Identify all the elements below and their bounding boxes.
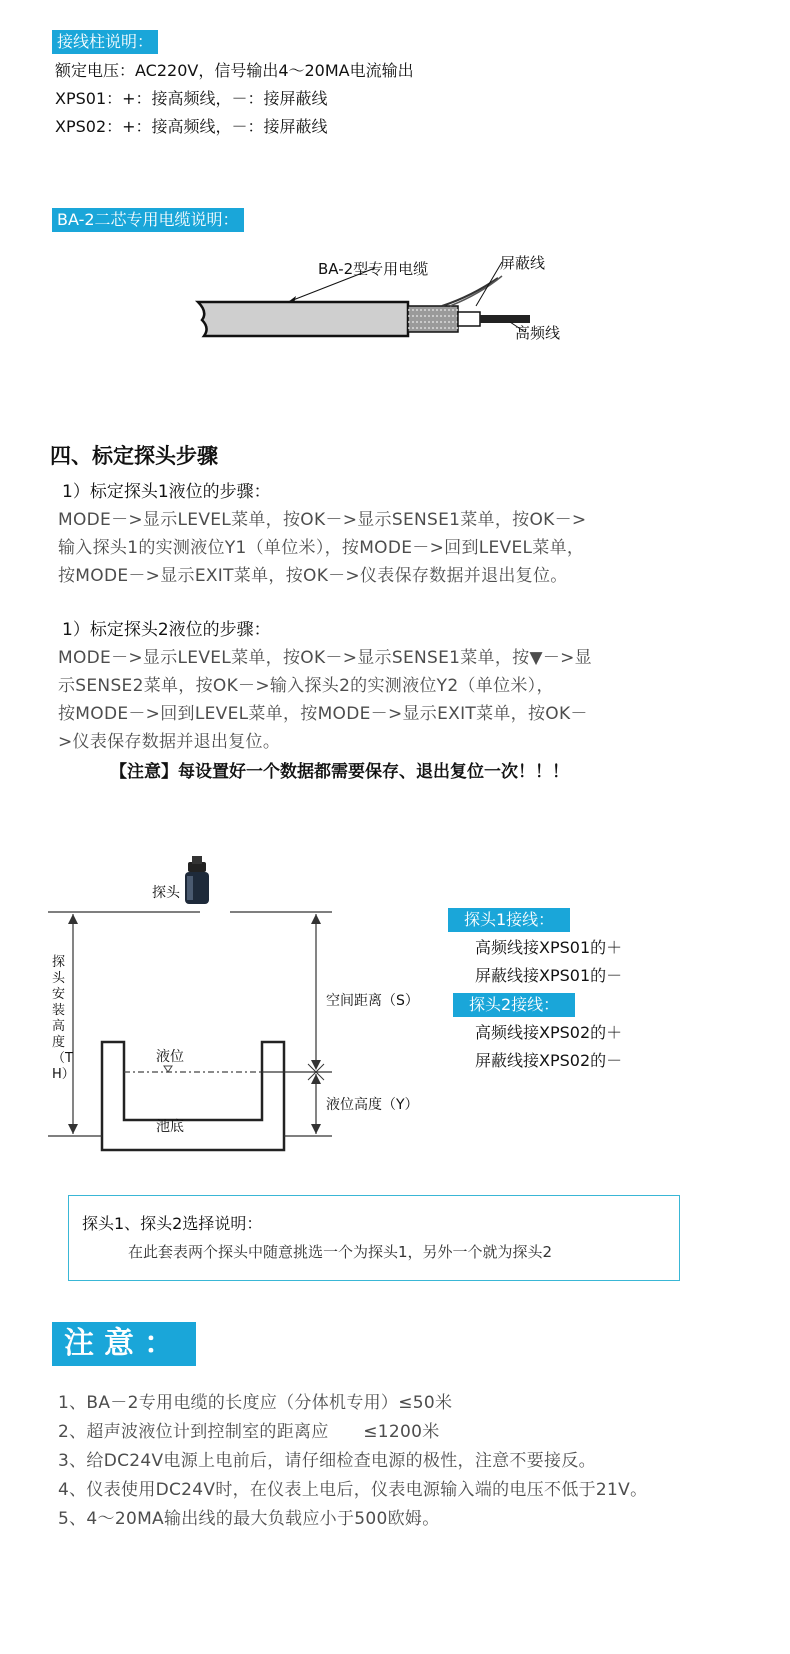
diagram-space-distance-label: 空间距离（S） — [326, 993, 419, 1009]
probe2-wiring-shield: 屏蔽线接XPS02的－ — [475, 1051, 623, 1070]
probe1-step-line-3: 按MODE－>显示EXIT菜单，按OK－>仪表保存数据并退出复位。 — [58, 566, 568, 586]
terminal-section-title: 接线柱说明： — [52, 30, 158, 54]
terminal-line-xps02: XPS02：+：接高频线，－：接屏蔽线 — [55, 117, 328, 136]
attention-item-3: 3、给DC24V电源上电前后，请仔细检查电源的极性，注意不要接反。 — [58, 1451, 596, 1471]
probe1-steps-title: 1）标定探头1液位的步骤： — [62, 482, 271, 502]
probe1-wiring-title: 探头1接线： — [448, 908, 570, 932]
diagram-level-label: 液位 — [156, 1049, 184, 1065]
attention-title: 注意： — [52, 1322, 196, 1366]
cable-label-cable: BA-2型专用电缆 — [318, 260, 429, 278]
probe1-wiring-hf: 高频线接XPS01的＋ — [475, 938, 623, 957]
attention-item-1: 1、BA－2专用电缆的长度应（分体机专用）≤50米 — [58, 1393, 453, 1413]
probe1-step-line-1: MODE－>显示LEVEL菜单，按OK－>显示SENSE1菜单，按OK－> — [58, 510, 587, 530]
probe2-step-line-1: MODE－>显示LEVEL菜单，按OK－>显示SENSE1菜单，按▼－>显 — [58, 648, 592, 668]
steps-heading: 四、标定探头步骤 — [50, 444, 218, 468]
probe2-steps-title: 1）标定探头2液位的步骤： — [62, 620, 271, 640]
tank-diagram — [40, 850, 420, 1170]
cable-section-title: BA-2二芯专用电缆说明： — [52, 208, 244, 232]
probe2-step-line-4: >仪表保存数据并退出复位。 — [58, 732, 281, 752]
attention-item-4: 4、仪表使用DC24V时，在仪表上电后，仪表电源输入端的电压不低于21V。 — [58, 1480, 648, 1500]
probe-device-icon — [185, 856, 209, 904]
probe-select-note-title: 探头1、探头2选择说明： — [82, 1214, 263, 1233]
cable-label-shield: 屏蔽线 — [500, 254, 546, 272]
diagram-install-height-label: 探头安装高度（TH） — [52, 955, 75, 1082]
probe2-wiring-title: 探头2接线： — [453, 993, 575, 1017]
cable-label-hf: 高频线 — [515, 324, 561, 342]
attention-item-5: 5、4～20MA输出线的最大负载应小于500欧姆。 — [58, 1509, 440, 1529]
steps-note: 【注意】每设置好一个数据都需要保存、退出复位一次！！！ — [110, 762, 569, 782]
probe2-step-line-3: 按MODE－>回到LEVEL菜单，按MODE－>显示EXIT菜单，按OK－ — [58, 704, 588, 724]
diagram-bottom-label: 池底 — [156, 1119, 184, 1135]
attention-item-2: 2、超声波液位计到控制室的距离应 ≤1200米 — [58, 1422, 440, 1442]
cable-jacket — [198, 302, 408, 336]
probe2-wiring-hf: 高频线接XPS02的＋ — [475, 1023, 623, 1042]
diagram-level-height-label: 液位高度（Y） — [326, 1097, 419, 1113]
terminal-line-voltage: 额定电压：AC220V，信号输出4～20MA电流输出 — [55, 61, 414, 80]
probe1-step-line-2: 输入探头1的实测液位Y1（单位米），按MODE－>回到LEVEL菜单， — [58, 538, 585, 558]
probe-select-note-body: 在此套表两个探头中随意挑选一个为探头1，另外一个就为探头2 — [128, 1243, 553, 1261]
probe1-wiring-shield: 屏蔽线接XPS01的－ — [475, 966, 623, 985]
probe-select-note-box — [68, 1195, 680, 1281]
tank-outline — [102, 1042, 284, 1150]
probe2-step-line-2: 示SENSE2菜单，按OK－>输入探头2的实测液位Y2（单位米）， — [58, 676, 554, 696]
terminal-line-xps01: XPS01：+：接高频线，－：接屏蔽线 — [55, 89, 328, 108]
diagram-probe-label: 探头 — [152, 885, 180, 901]
